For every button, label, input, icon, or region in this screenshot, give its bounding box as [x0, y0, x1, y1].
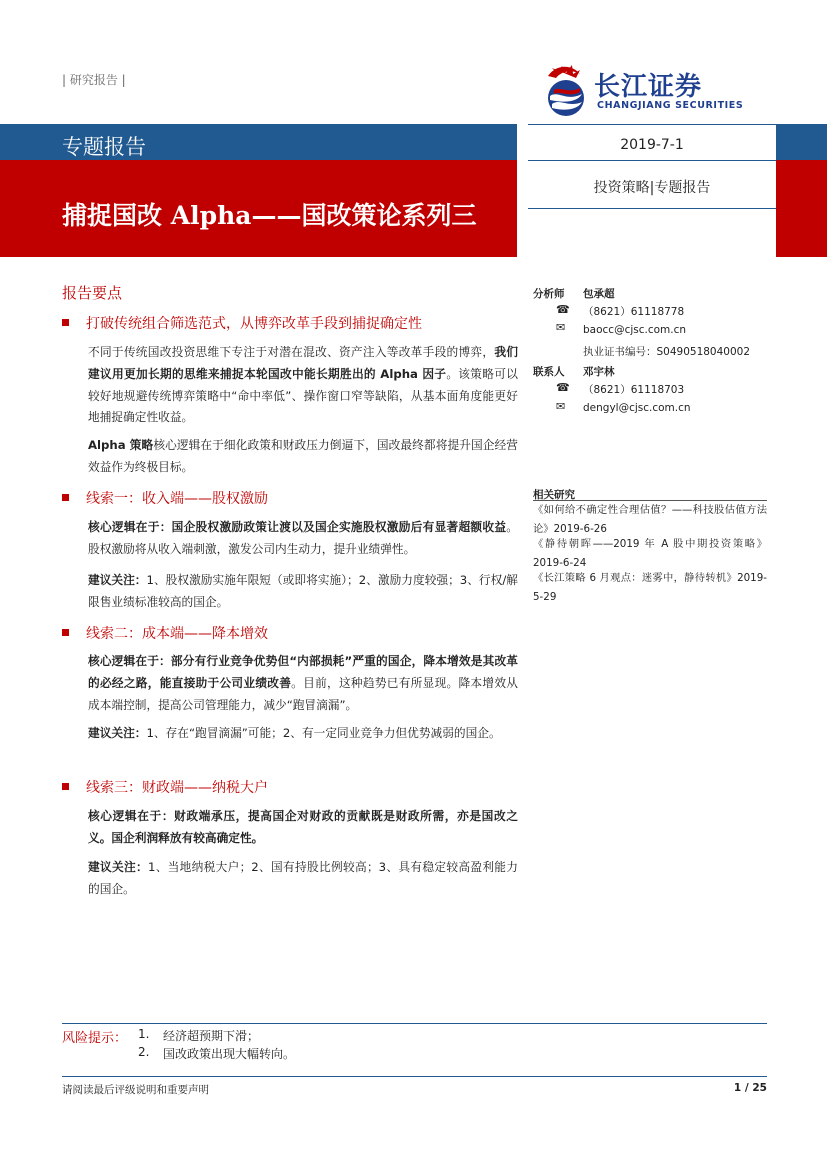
suggest-label: 建议关注： [88, 726, 147, 740]
related-research-title: 相关研究 [533, 489, 575, 501]
logic-label: 核心逻辑在于： [88, 654, 171, 668]
summary-point-title: 线索一：收入端——股权激励 [86, 491, 268, 507]
logic-paragraph [88, 651, 518, 716]
date-bottom-rule [528, 160, 776, 161]
bullet-square-icon [62, 319, 69, 326]
contact-label: 联系人 [533, 366, 565, 378]
logic-paragraph [88, 517, 518, 561]
paragraph-text: 1、存在“跑冒滴漏”可能；2、有一定同业竞争力但优势减弱的国企。 [146, 726, 501, 740]
report-title: 捕捉国改 Alpha——国改策论系列三 [62, 201, 477, 230]
paragraph-emphasis: 财政端承压，提高国企对财政的贡献既是财政所需，亦是国改之义。国企利润释放有较高确定性。 [88, 809, 518, 845]
footer-disclaimer-note: 请阅读最后评级说明和重要声明 [62, 1084, 209, 1096]
footer-rule [62, 1076, 767, 1077]
paragraph-text: 1、股权激励实施年限短（或即将实施）；2、激励力度较强；3、行权/解限售业绩标准较高的国企。 [88, 573, 518, 609]
summary-point-3 [62, 623, 268, 643]
date-top-rule [528, 124, 776, 125]
phone-icon: ☎ [556, 303, 570, 316]
risk-item-number: 2. [138, 1045, 150, 1059]
suggest-label: 建议关注： [88, 573, 147, 587]
paragraph-emphasis: 我们建议用更加长期的思维来捕捉本轮国改中能长期胜出的 Alpha 因子 [88, 345, 518, 381]
contact-email[interactable]: dengyl@cjsc.com.cn [583, 402, 691, 414]
risk-item-text: 国改政策出现大幅转向。 [163, 1047, 296, 1061]
paragraph-emphasis: 国企股权激励政策让渡以及国企实施股权激励后有显著超额收益 [171, 520, 507, 534]
risk-top-rule [62, 1023, 767, 1024]
paragraph-text: 。该策略可以较好地规避传统博弈策略中“命中率低”、操作窗口窄等缺陷，从基本面角度能更好地捕捉确定性收益。 [88, 366, 518, 425]
report-type-label: 专题报告 [62, 135, 146, 159]
summary-point-title: 线索二：成本端——降本增效 [86, 626, 268, 642]
suggest-paragraph [88, 723, 518, 745]
logo-english-name: CHANGJIANG SECURITIES [597, 100, 744, 111]
summary-point-title: 线索三：财政端——纳税大户 [86, 780, 268, 796]
logo-chinese-name: 长江证券 [594, 72, 703, 102]
summary-point-title: 打破传统组合筛选范式，从博弈改革手段到捕捉确定性 [86, 316, 422, 332]
paragraph-text: 核心逻辑在于细化政策和财政压力倒逼下，国改最终都将提升国企经营效益作为终极目标。 [88, 438, 518, 474]
suggest-paragraph [88, 570, 518, 614]
summary-point-4 [62, 777, 268, 797]
analyst-email[interactable]: baocc@cjsc.com.cn [583, 324, 687, 336]
email-icon: ✉ [556, 321, 566, 334]
logic-label: 核心逻辑在于： [88, 520, 172, 534]
paragraph-text: 不同于传统国改投资思维下专注于对潜在混改、资产注入等改革手段的博弈， [88, 345, 495, 359]
related-research-item[interactable]: 《静待朝晖——2019 年 A 股中期投资策略》2019-6-24 [533, 538, 767, 569]
logic-label: 核心逻辑在于： [88, 809, 175, 823]
header-red-band-right [776, 160, 827, 257]
contact-name: 邓宇林 [583, 366, 615, 378]
paragraph-text: 1、当地纳税大户；2、国有持股比例较高；3、具有稳定较高盈利能力的国企。 [88, 860, 518, 896]
email-icon: ✉ [556, 400, 566, 413]
page-number: 1 / 25 [733, 1082, 767, 1094]
contact-phone: （8621）61118703 [583, 384, 685, 396]
logo-emblem-icon [542, 62, 592, 118]
analyst-phone: （8621）61118778 [583, 306, 685, 318]
analyst-name: 包承超 [583, 288, 615, 300]
suggest-paragraph [88, 857, 518, 901]
summary-point-2 [62, 488, 268, 508]
related-research-item[interactable]: 《长江策略 6 月观点：迷雾中，静待转机》2019-5-29 [533, 572, 767, 603]
bullet-square-icon [62, 629, 69, 636]
paragraph-emphasis: Alpha 策略 [88, 438, 154, 452]
risk-item-number: 1. [138, 1027, 150, 1041]
summary-paragraph [88, 342, 518, 429]
report-category: 投资策略|专题报告 [593, 180, 711, 196]
suggest-label: 建议关注： [88, 860, 148, 874]
header-blue-band-right [776, 124, 827, 160]
analyst-label: 分析师 [533, 288, 565, 300]
phone-icon: ☎ [556, 381, 570, 394]
report-date: 2019-7-1 [620, 137, 684, 153]
company-logo [542, 62, 762, 118]
bullet-square-icon [62, 494, 69, 501]
category-bottom-rule [528, 208, 776, 209]
logic-paragraph [88, 806, 518, 850]
analyst-cert: 执业证书编号：S0490518040002 [583, 346, 751, 358]
summary-point-1 [62, 313, 422, 333]
paragraph-text: 。股权激励将从收入端刺激，激发公司内生动力，提升业绩弹性。 [88, 520, 518, 556]
summary-heading: 报告要点 [62, 284, 123, 302]
risk-item-text: 经济超预期下滑； [163, 1029, 260, 1043]
summary-paragraph [88, 435, 518, 479]
risk-label: 风险提示： [62, 1031, 128, 1046]
paragraph-text: 。目前，这种趋势已有所显现。降本增效从成本端控制，提高公司管理能力，减少“跑冒滴漏”。 [88, 675, 518, 712]
doc-type-label: | 研究报告 | [62, 73, 126, 87]
bullet-square-icon [62, 783, 69, 790]
related-research-item[interactable]: 《如何给不确定性合理估值？——科技股估值方法论》2019-6-26 [533, 504, 767, 535]
paragraph-emphasis: 部分有行业竞争优势但“内部损耗”严重的国企，降本增效是其改革的必经之路，能直接助于公司业绩改善 [88, 654, 518, 690]
